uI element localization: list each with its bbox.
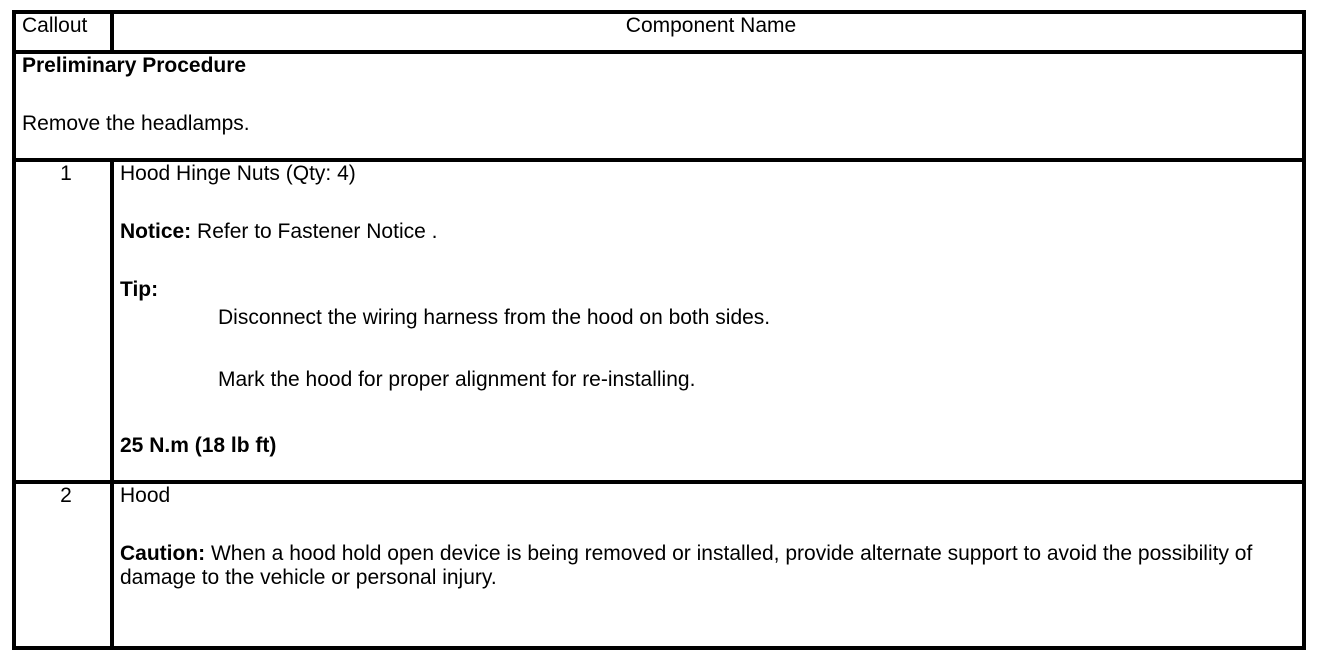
component-name: Hood <box>120 484 171 507</box>
preliminary-title: Preliminary Procedure <box>22 54 247 77</box>
callout-header: Callout <box>14 12 112 52</box>
caution-text: When a hood hold open device is being removed or installed, provide alternate support to avoid the possibility of damage to the vehicle or personal injury. <box>120 542 1253 589</box>
notice-text: Refer to Fastener Notice . <box>191 220 438 243</box>
preliminary-row <box>14 52 1304 160</box>
component-name-header: Component Name <box>112 12 1304 52</box>
tip-label: Tip: <box>120 278 159 301</box>
preliminary-cell <box>14 52 1304 160</box>
callout-number-2: 2 <box>14 482 112 648</box>
component-cell-2 <box>112 482 1304 648</box>
notice <box>120 220 1302 244</box>
table-row <box>14 482 1304 648</box>
callout-number-1: 1 <box>14 160 112 482</box>
component-cell-1 <box>112 160 1304 482</box>
table-row <box>14 160 1304 482</box>
caution <box>120 542 1302 590</box>
preliminary-text: Remove the headlamps. <box>22 112 250 135</box>
tip-item: Mark the hood for proper alignment for re-installing. <box>218 368 696 391</box>
procedure-table <box>12 10 1306 650</box>
caution-label: Caution: <box>120 542 206 565</box>
header-row <box>14 12 1304 52</box>
notice-label: Notice: <box>120 220 192 243</box>
component-name: Hood Hinge Nuts (Qty: 4) <box>120 162 356 185</box>
tip-item: Disconnect the wiring harness from the hood on both sides. <box>218 306 771 329</box>
torque-spec: 25 N.m (18 lb ft) <box>120 434 277 457</box>
